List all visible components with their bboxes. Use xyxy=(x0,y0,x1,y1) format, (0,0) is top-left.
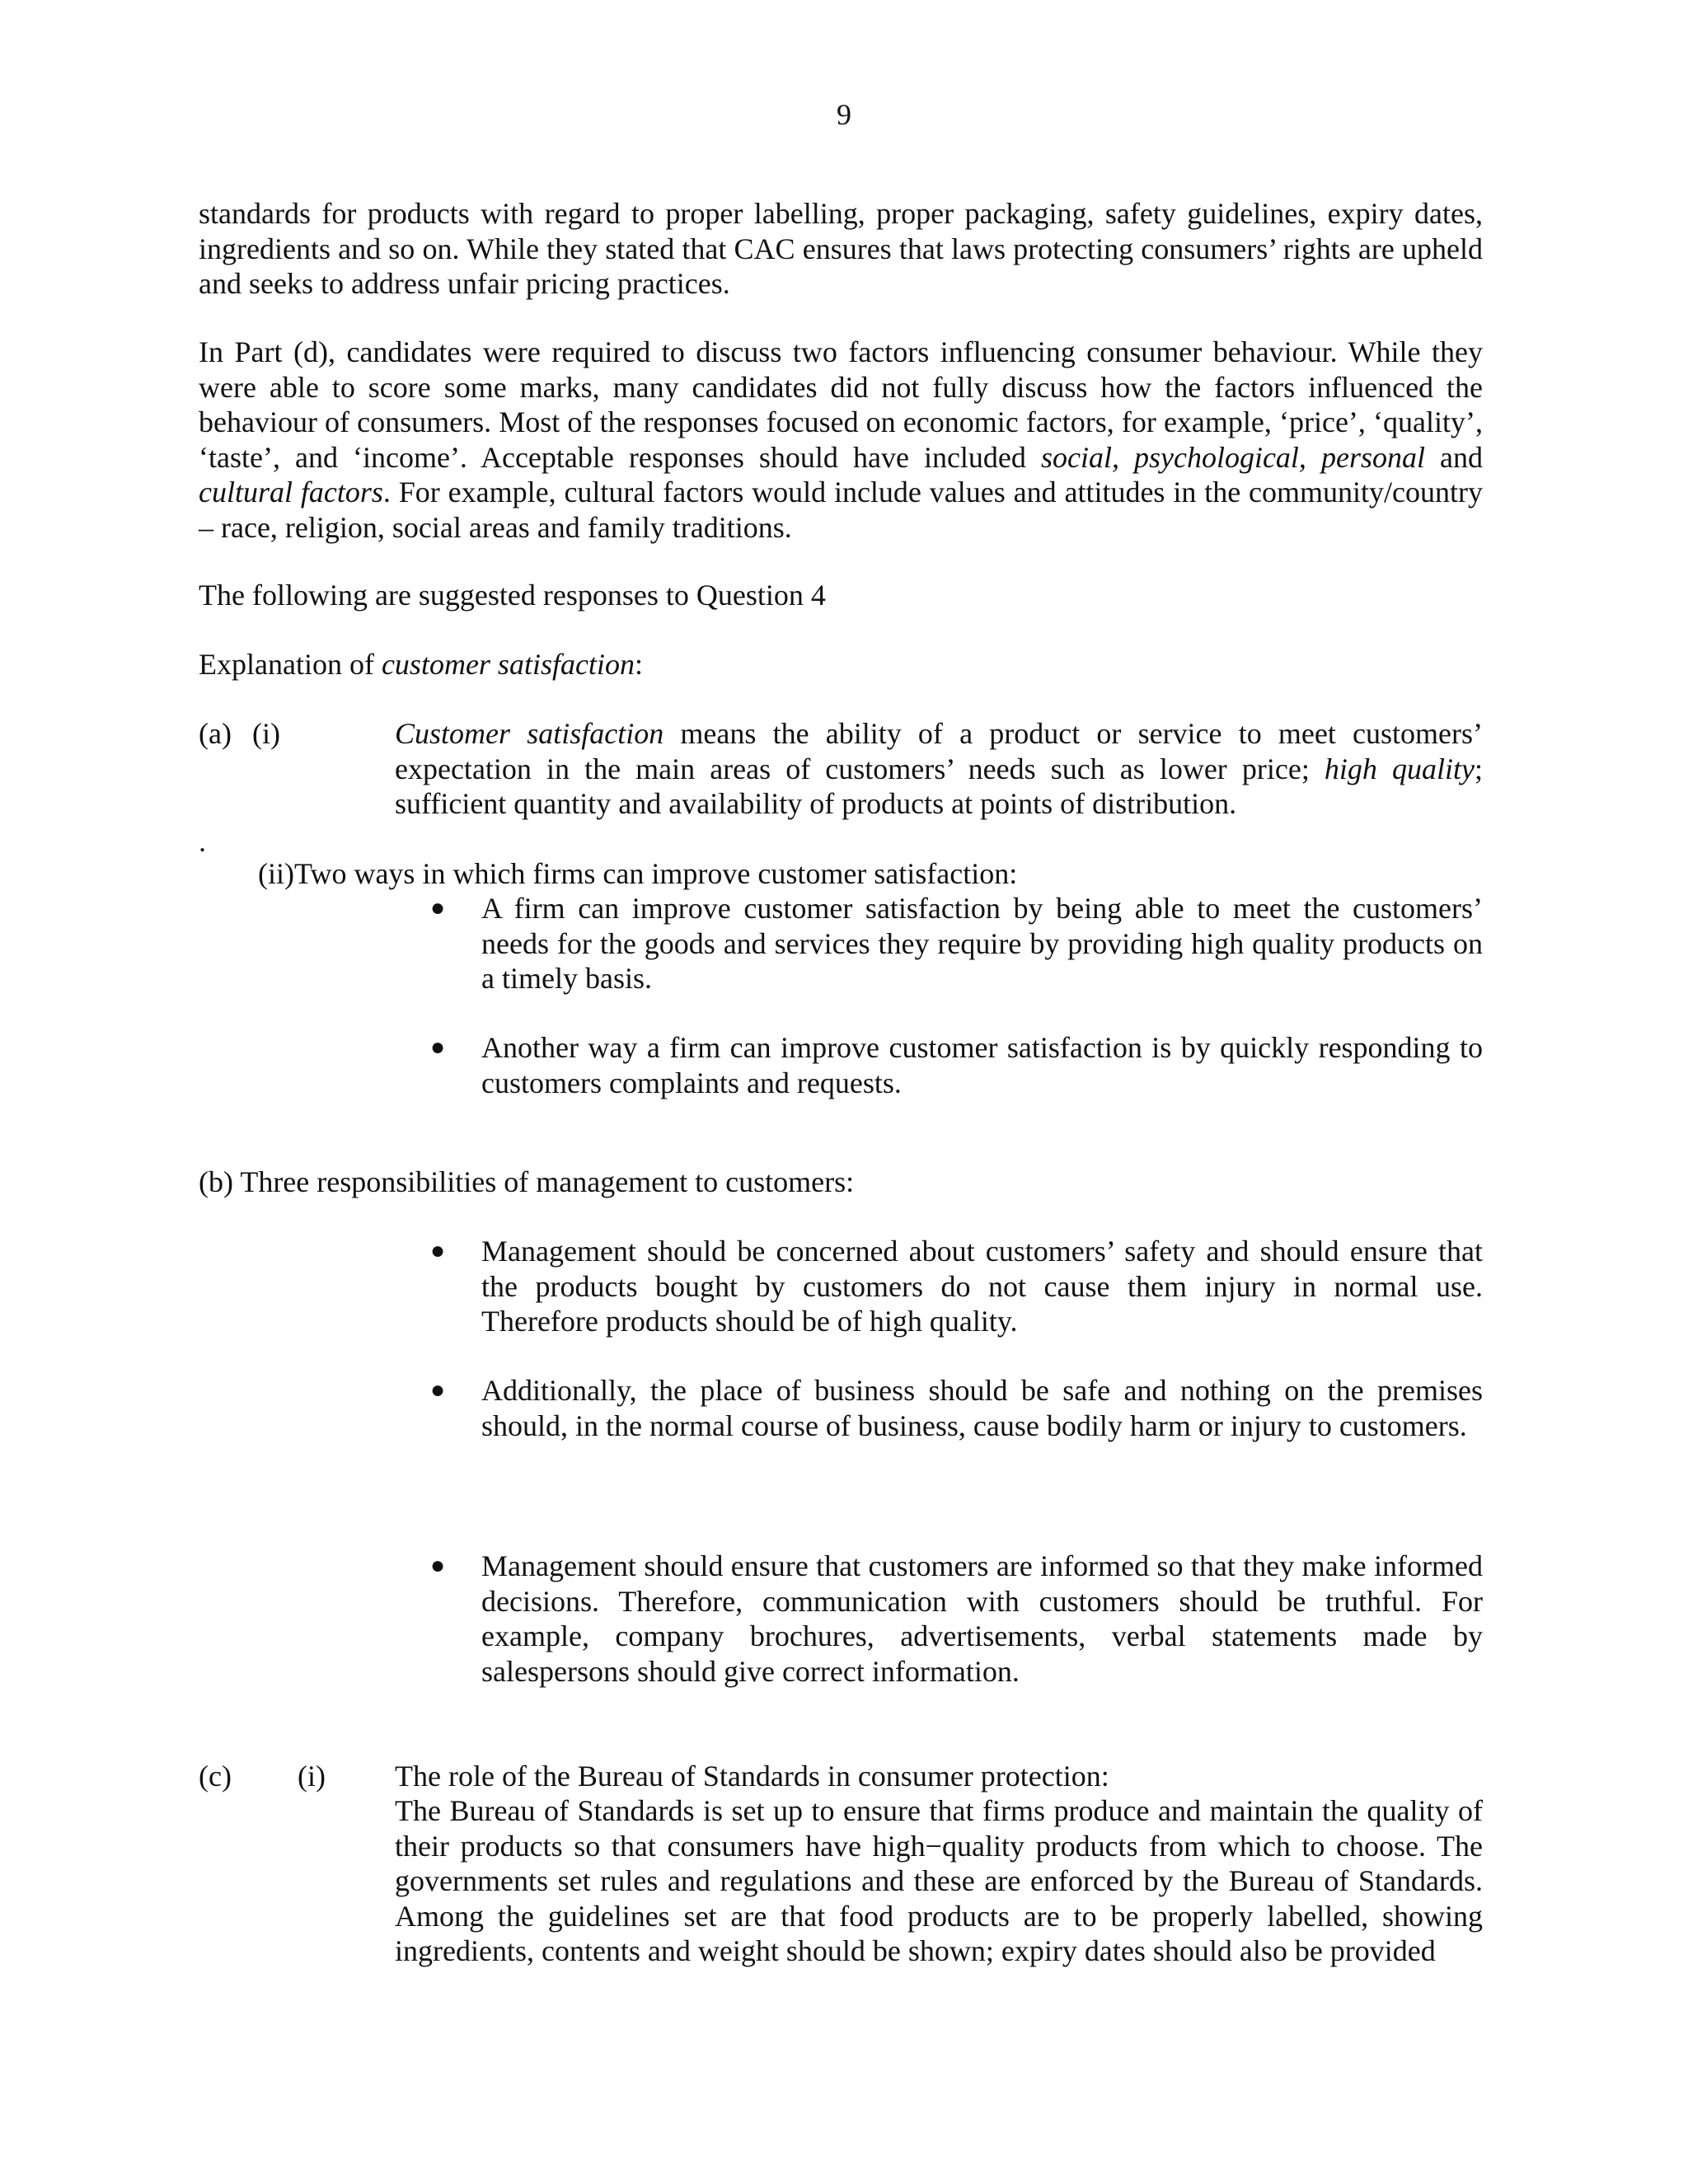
part-d-text-1: In Part (d), candidates were required to discuss two factors influencing consumer behaviour. While they were able to score some marks, many candidates did not fully discuss how the factors influenced the behaviour of consumers. Most of the responses focused on economic factors, for example, ‘price’, ‘quality’, ‘taste’, and ‘income’. Acceptable responses should have included xyxy=(199,335,1483,474)
explanation-prefix: Explanation of xyxy=(199,648,382,681)
part-a-ii-bullet-2: Another way a firm can improve customer satisfaction is by quickly responding to customers complaints and requests. xyxy=(481,1031,1483,1099)
part-d-paragraph xyxy=(199,335,1483,545)
part-a-i-italic-2: high quality xyxy=(1324,752,1475,785)
bullet-icon: ● xyxy=(430,1033,446,1061)
part-a-i-italic-1: Customer satisfaction xyxy=(395,717,664,750)
continuation-paragraph: standards for products with regard to proper labelling, proper packaging, safety guidelines, expiry dates, ingredients and so on. While they stated that CAC ensures that laws protecting consumers’ rights are upheld and seeks to address unfair pricing practices. xyxy=(199,197,1483,300)
part-b-heading: (b) Three responsibilities of management to customers: xyxy=(199,1165,855,1198)
explanation-heading xyxy=(199,647,1483,682)
part-d-text-2: and xyxy=(1424,440,1483,474)
part-a-ii-bullet-1: A firm can improve customer satisfaction by being able to meet the customers’ needs for the goods and services they require by providing high quality products on a timely basis. xyxy=(481,892,1483,995)
suggested-responses-intro: The following are suggested responses to Question 4 xyxy=(199,579,826,612)
bullet-icon: ● xyxy=(430,1376,446,1404)
page-number: 9 xyxy=(837,98,851,131)
stray-dot: . xyxy=(199,825,206,858)
part-d-text-3: . For example, cultural factors would include values and attitudes in the community/country – race, religion, social areas and family traditions. xyxy=(199,476,1483,544)
part-a-i-label: (i) xyxy=(252,717,280,750)
part-c-label: (c) xyxy=(199,1760,232,1793)
part-a-label: (a) xyxy=(199,717,232,750)
bullet-icon: ● xyxy=(430,894,446,921)
part-a-i-answer xyxy=(395,716,1483,822)
part-b-bullet-2: Additionally, the place of business should be safe and nothing on the premises should, in the normal course of business, cause bodily harm or injury to customers. xyxy=(481,1374,1483,1442)
part-d-italic-2: cultural factors xyxy=(199,476,383,509)
part-b-bullet-1: Management should be concerned about customers’ safety and should ensure that the products bought by customers do not cause them injury in normal use. Therefore products should be of high quality. xyxy=(481,1235,1483,1338)
explanation-italic: customer satisfaction xyxy=(381,648,635,681)
part-a-i-text-1: means the ability of a product or service to meet customers’ expectation in the main areas of customers’ needs such as lower price; xyxy=(395,717,1483,785)
part-c-body: The Bureau of Standards is set up to ensure that firms produce and maintain the quality of their products so that consumers have high−quality products from which to choose. The governments set rules and regulations and these are enforced by the Bureau of Standards. Among the guidelines set are that food products are to be properly labelled, showing ingredients, contents and weight should be shown; expiry dates should also be provided xyxy=(395,1794,1483,1967)
bullet-icon: ● xyxy=(430,1552,446,1579)
part-d-italic-1: social, psychological, personal xyxy=(1040,440,1425,474)
part-a-i-text-2: ; sufficient quantity and availability of products at points of distribution. xyxy=(395,752,1483,820)
part-c-heading: The role of the Bureau of Standards in consumer protection: xyxy=(395,1760,1109,1793)
part-b-bullet-3: Management should ensure that customers are informed so that they make informed decisions. Therefore, communication with customers should be truthful. For example, company brochures, advertisements, verbal statements made by salespersons should give correct information. xyxy=(481,1549,1483,1688)
part-a-ii-heading: (ii)Two ways in which firms can improve customer satisfaction: xyxy=(258,857,1018,890)
bullet-icon: ● xyxy=(430,1237,446,1264)
part-c-i-label: (i) xyxy=(298,1760,326,1793)
explanation-suffix: : xyxy=(634,648,643,681)
